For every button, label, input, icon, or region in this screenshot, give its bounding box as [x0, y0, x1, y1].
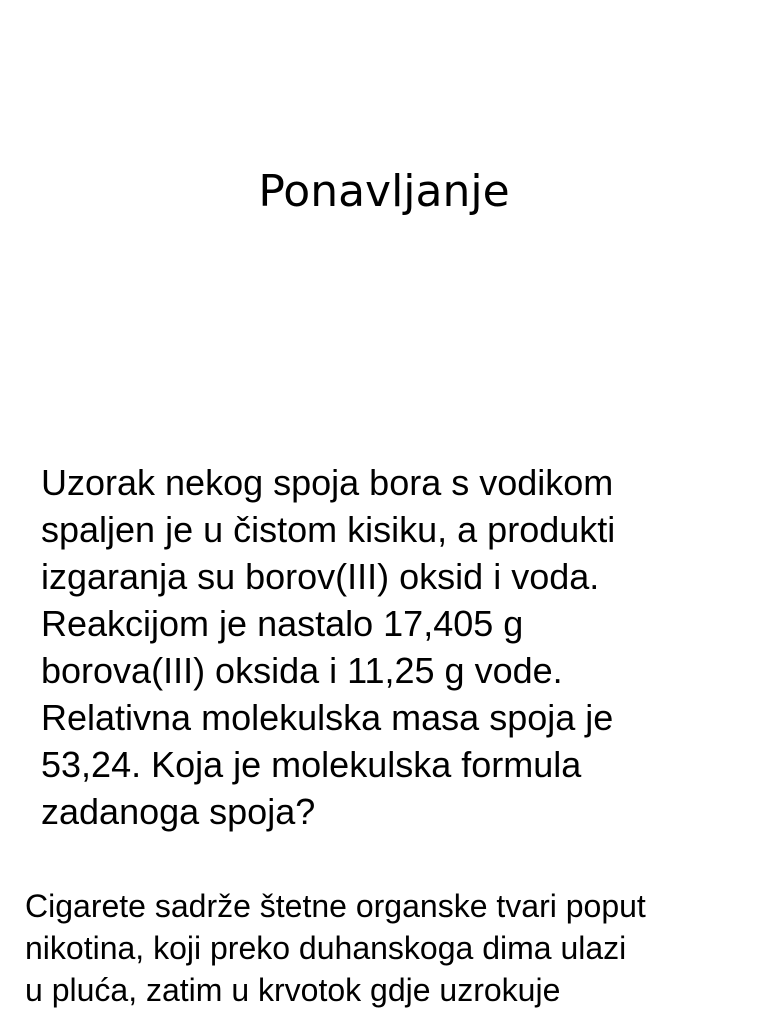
problem-line: Reakcijom je nastalo 17,405 g [41, 603, 524, 644]
problem-line: izgaranja su borov(III) oksid i voda. [41, 556, 600, 597]
next-problem-line: Cigarete sadrže štetne organske tvari poput [25, 888, 646, 924]
problem-line: Uzorak nekog spoja bora s vodikom [41, 462, 614, 503]
problem-line: zadanoga spoja? [41, 791, 316, 832]
problem-text [41, 459, 701, 835]
next-problem-text [25, 885, 745, 1011]
next-problem-line: u pluća, zatim u krvotok gdje uzrokuje [25, 972, 561, 1008]
slide-title: Ponavljanje [258, 166, 510, 217]
problem-line: borova(III) oksida i 11,25 g vode. [41, 650, 563, 691]
next-problem-line: nikotina, koji preko duhanskoga dima ulazi [25, 930, 627, 966]
problem-line: spaljen je u čistom kisiku, a produkti [41, 509, 616, 550]
problem-line: 53,24. Koja je molekulska formula [41, 744, 582, 785]
problem-line: Relativna molekulska masa spoja je [41, 697, 614, 738]
